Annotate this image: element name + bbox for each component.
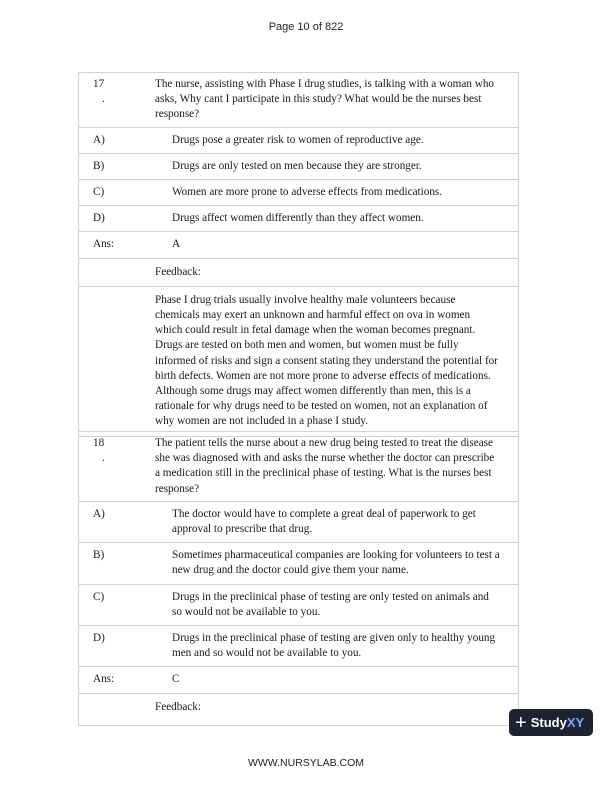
answer-option[interactable] bbox=[79, 127, 519, 153]
option-text: Drugs affect women differently than they affect women. bbox=[172, 212, 424, 225]
plus-icon: + bbox=[515, 711, 527, 734]
answer-value: C bbox=[172, 673, 180, 686]
site-footer: WWW.NURSYLAB.COM bbox=[247, 757, 365, 769]
answer-option[interactable] bbox=[79, 626, 519, 667]
answer-row bbox=[79, 232, 519, 258]
answer-option[interactable] bbox=[79, 501, 519, 542]
question-number-cell bbox=[79, 432, 156, 502]
answer-option[interactable] bbox=[79, 153, 519, 179]
option-label: B) bbox=[79, 543, 156, 584]
question-17-card bbox=[78, 72, 519, 437]
answer-label: Ans: bbox=[79, 667, 156, 693]
answer-option[interactable] bbox=[79, 180, 519, 206]
answer-label: Ans: bbox=[79, 232, 156, 258]
feedback-label: Feedback: bbox=[155, 258, 519, 286]
question-number-dot: . bbox=[102, 452, 105, 465]
option-label: B) bbox=[79, 153, 156, 179]
page-number-header: Page 10 of 822 bbox=[268, 21, 344, 33]
option-label: C) bbox=[79, 180, 156, 206]
question-number-cell bbox=[79, 73, 156, 128]
studyxy-badge-button[interactable] bbox=[509, 709, 593, 736]
feedback-text-row bbox=[79, 286, 519, 436]
feedback-row bbox=[79, 258, 519, 286]
feedback-label: Feedback: bbox=[155, 693, 519, 725]
question-number: 18 bbox=[93, 437, 105, 449]
option-text: Drugs pose a greater risk to women of reproductive age. bbox=[172, 133, 424, 146]
question-18-card bbox=[78, 431, 519, 726]
question-stem: The patient tells the nurse about a new drug being tested to treat the disease she was diagnosed with and asks the nurse whether the doctor can prescribe a medication still in the preclinical phase of testing. What is the nurses best response? bbox=[155, 432, 519, 502]
question-number: 17 bbox=[93, 78, 105, 90]
answer-option[interactable] bbox=[79, 206, 519, 232]
option-text: Sometimes pharmaceutical companies are looking for volunteers to test a new drug and the doctor could give them your name. bbox=[172, 549, 500, 577]
question-stem: The nurse, assisting with Phase I drug studies, is talking with a woman who asks, Why cant I participate in this study? What would be the nurses best response? bbox=[155, 73, 519, 128]
studyxy-brand-suffix: XY bbox=[566, 715, 585, 730]
feedback-row bbox=[79, 693, 519, 725]
studyxy-brand-name: Study bbox=[530, 715, 567, 730]
option-text: Drugs are only tested on men because they are stronger. bbox=[172, 159, 422, 172]
answer-value: A bbox=[172, 238, 181, 251]
answer-option[interactable] bbox=[79, 543, 519, 584]
question-number-dot: . bbox=[102, 93, 105, 106]
feedback-text: Phase I drug trials usually involve healthy male volunteers because chemicals may exert an unknown and harmful effect on ova in women which could result in fetal damage when the woman becomes pregnant. Drugs are tested on both men and women, but women must be fully informed of risks and sign a consent stating they understand the potential for birth defects. Women are not more prone to adverse effects of medications. Although some drugs may affect women differently than men, this is a rationale for why drugs need to be tested on women, not an explanation of why women are not included in a phase I study. bbox=[155, 286, 519, 436]
option-text: The doctor would have to complete a great deal of paperwork to get approval to prescribe that drug. bbox=[172, 507, 476, 536]
option-label: C) bbox=[79, 584, 156, 625]
answer-row bbox=[79, 667, 519, 693]
answer-option[interactable] bbox=[79, 584, 519, 625]
option-text: Women are more prone to adverse effects from medications. bbox=[172, 186, 443, 199]
option-label: D) bbox=[79, 626, 156, 667]
option-label: A) bbox=[79, 501, 156, 542]
option-label: D) bbox=[79, 206, 156, 232]
option-label: A) bbox=[79, 127, 156, 153]
option-text: Drugs in the preclinical phase of testing are only tested on animals and so would not be available to you. bbox=[172, 590, 489, 618]
option-text: Drugs in the preclinical phase of testing are given only to healthy young men and so would not be available to you. bbox=[172, 632, 496, 660]
